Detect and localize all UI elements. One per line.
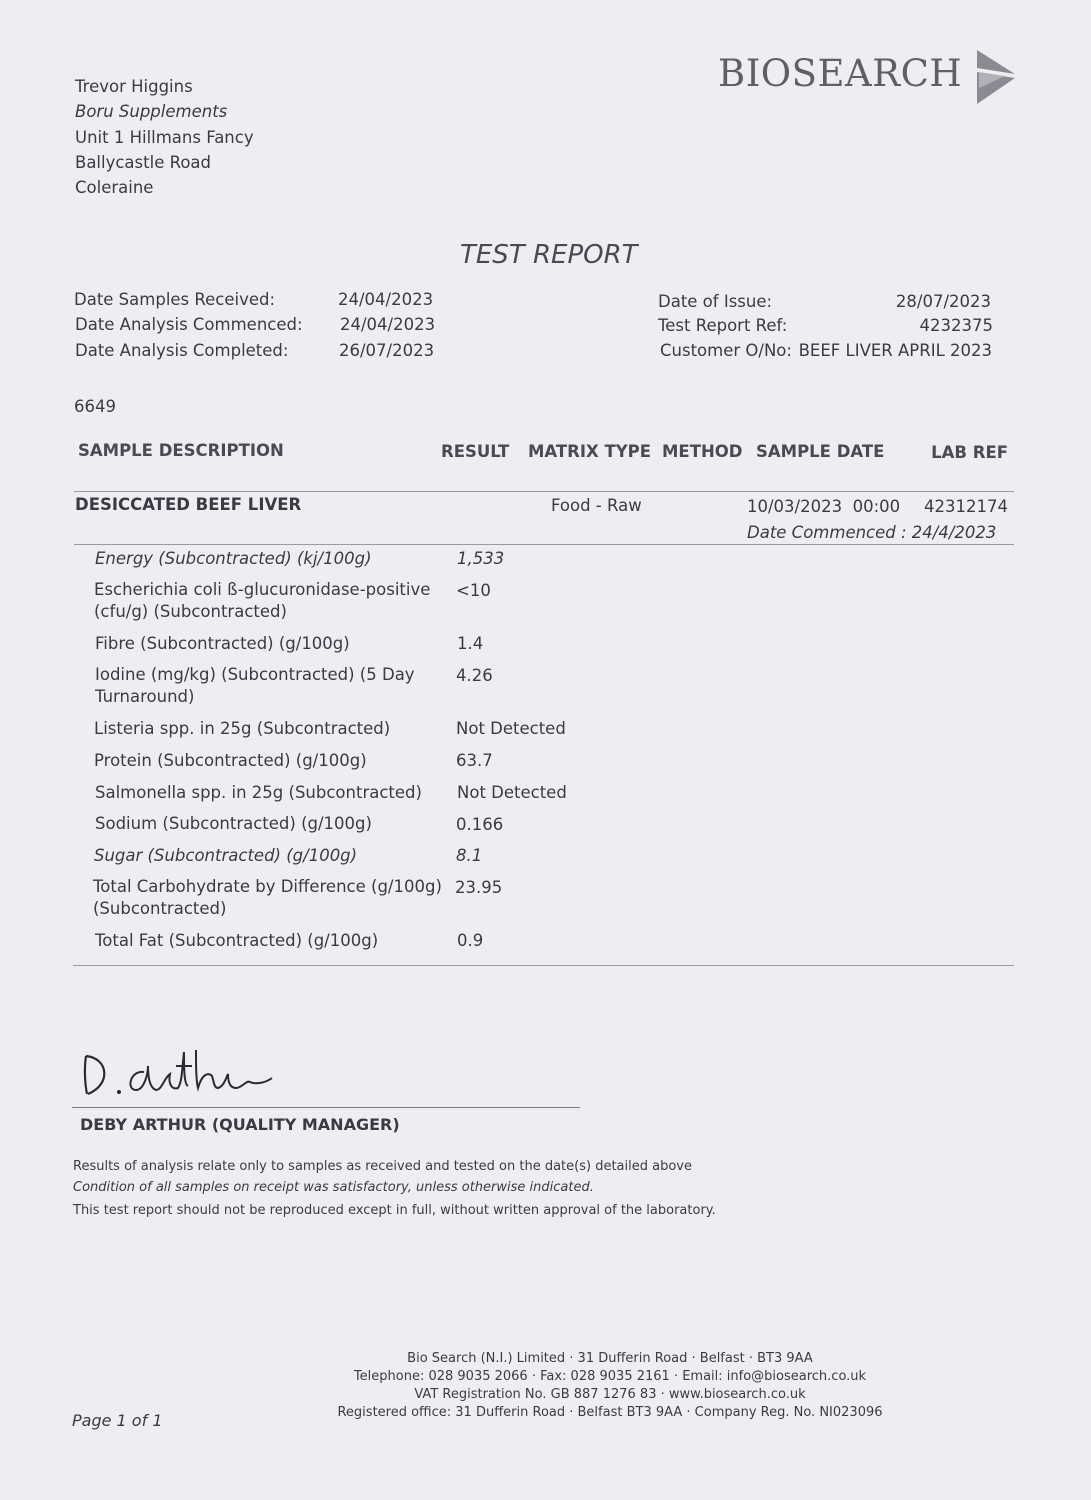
recipient-address-line2: Ballycastle Road bbox=[75, 153, 211, 172]
result-test-name: Sugar (Subcontracted) (g/100g) bbox=[94, 846, 358, 865]
result-value: 63.7 bbox=[456, 751, 493, 770]
result-test-name: Total Fat (Subcontracted) (g/100g) bbox=[95, 931, 379, 950]
order-label: Customer O/No: bbox=[660, 341, 792, 360]
report-title: TEST REPORT bbox=[460, 240, 638, 270]
header-result: RESULT bbox=[441, 442, 510, 461]
result-test-name: Total Carbohydrate by Difference (g/100g) (Subcontracted) bbox=[93, 877, 442, 918]
result-value: 8.1 bbox=[456, 846, 483, 865]
completed-value: 26/07/2023 bbox=[339, 341, 435, 360]
result-value: 1,533 bbox=[457, 549, 505, 568]
result-test-name: Fibre (Subcontracted) (g/100g) bbox=[95, 634, 350, 653]
header-method: METHOD bbox=[662, 442, 743, 461]
recipient-company: Boru Supplements bbox=[75, 102, 228, 121]
sample-row-divider bbox=[74, 544, 1014, 545]
sample-matrix: Food - Raw bbox=[551, 496, 642, 515]
batch-number: 6649 bbox=[74, 397, 116, 416]
disclaimer-line2: Condition of all samples on receipt was satisfactory, unless otherwise indicated. bbox=[73, 1180, 594, 1195]
result-test-name: Energy (Subcontracted) (kj/100g) bbox=[95, 549, 372, 568]
footer-registered-office: Registered office: 31 Dufferin Road · Belfast BT3 9AA · Company Reg. No. NI023096 bbox=[337, 1405, 883, 1420]
report-ref-label: Test Report Ref: bbox=[658, 316, 788, 335]
footer-company: Bio Search (N.I.) Limited · 31 Dufferin Road · Belfast · BT3 9AA bbox=[407, 1351, 813, 1366]
footer-vat: VAT Registration No. GB 887 1276 83 · www.biosearch.co.uk bbox=[414, 1387, 806, 1402]
result-value: 0.9 bbox=[457, 931, 484, 950]
recipient-address-line1: Unit 1 Hillmans Fancy bbox=[75, 128, 254, 147]
recipient-name: Trevor Higgins bbox=[75, 77, 193, 96]
table-header-divider bbox=[74, 491, 1014, 492]
received-label: Date Samples Received: bbox=[74, 290, 276, 309]
page-number: Page 1 of 1 bbox=[72, 1411, 163, 1430]
header-sample-date: SAMPLE DATE bbox=[756, 442, 885, 461]
result-value: <10 bbox=[456, 581, 491, 600]
sample-date: 10/03/2023 00:00 bbox=[747, 497, 901, 516]
issue-value: 28/07/2023 bbox=[895, 292, 991, 311]
handwritten-signature bbox=[78, 1044, 278, 1100]
result-value: 1.4 bbox=[457, 634, 484, 653]
sample-date-commenced: Date Commenced : 24/4/2023 bbox=[747, 523, 997, 542]
received-value: 24/04/2023 bbox=[338, 290, 434, 309]
disclaimer-line3: This test report should not be reproduced except in full, without written approval of the laboratory. bbox=[73, 1203, 716, 1218]
sample-lab-ref: 42312174 bbox=[924, 497, 1008, 516]
recipient-address-line3: Coleraine bbox=[75, 178, 154, 197]
result-value: Not Detected bbox=[457, 783, 567, 802]
order-value: BEEF LIVER APRIL 2023 bbox=[798, 341, 992, 360]
commenced-label: Date Analysis Commenced: bbox=[75, 315, 303, 334]
header-matrix-type: MATRIX TYPE bbox=[528, 442, 652, 461]
result-test-name: Escherichia coli ß-glucuronidase-positive (cfu/g) (Subcontracted) bbox=[94, 580, 431, 621]
disclaimer-line1: Results of analysis relate only to samples as received and tested on the date(s) detailed above bbox=[73, 1159, 692, 1174]
header-lab-ref: LAB REF bbox=[931, 443, 1008, 462]
footer-contact: Telephone: 028 9035 2066 · Fax: 028 9035 2161 · Email: info@biosearch.co.uk bbox=[353, 1369, 867, 1384]
result-test-name: Sodium (Subcontracted) (g/100g) bbox=[95, 814, 372, 833]
result-test-name: Listeria spp. in 25g (Subcontracted) bbox=[94, 719, 391, 738]
result-value: 0.166 bbox=[456, 815, 504, 834]
table-bottom-divider bbox=[73, 965, 1014, 966]
biosearch-arrow-logo-icon bbox=[975, 48, 1017, 106]
company-logo-text: BIOSEARCH bbox=[718, 52, 963, 95]
signature-line bbox=[72, 1107, 580, 1108]
result-test-name: Salmonella spp. in 25g (Subcontracted) bbox=[95, 783, 422, 802]
sample-description: DESICCATED BEEF LIVER bbox=[75, 495, 302, 514]
result-test-name: Protein (Subcontracted) (g/100g) bbox=[94, 751, 367, 770]
commenced-value: 24/04/2023 bbox=[340, 315, 436, 334]
result-test-name: Iodine (mg/kg) (Subcontracted) (5 Day Turnaround) bbox=[95, 665, 415, 706]
issue-label: Date of Issue: bbox=[658, 292, 773, 311]
signatory-name: DEBY ARTHUR (QUALITY MANAGER) bbox=[80, 1115, 400, 1134]
result-value: 23.95 bbox=[455, 878, 503, 897]
result-value: Not Detected bbox=[456, 719, 566, 738]
result-value: 4.26 bbox=[456, 666, 493, 685]
header-sample-description: SAMPLE DESCRIPTION bbox=[78, 441, 284, 460]
completed-label: Date Analysis Completed: bbox=[75, 341, 289, 360]
report-ref-value: 4232375 bbox=[919, 316, 993, 335]
